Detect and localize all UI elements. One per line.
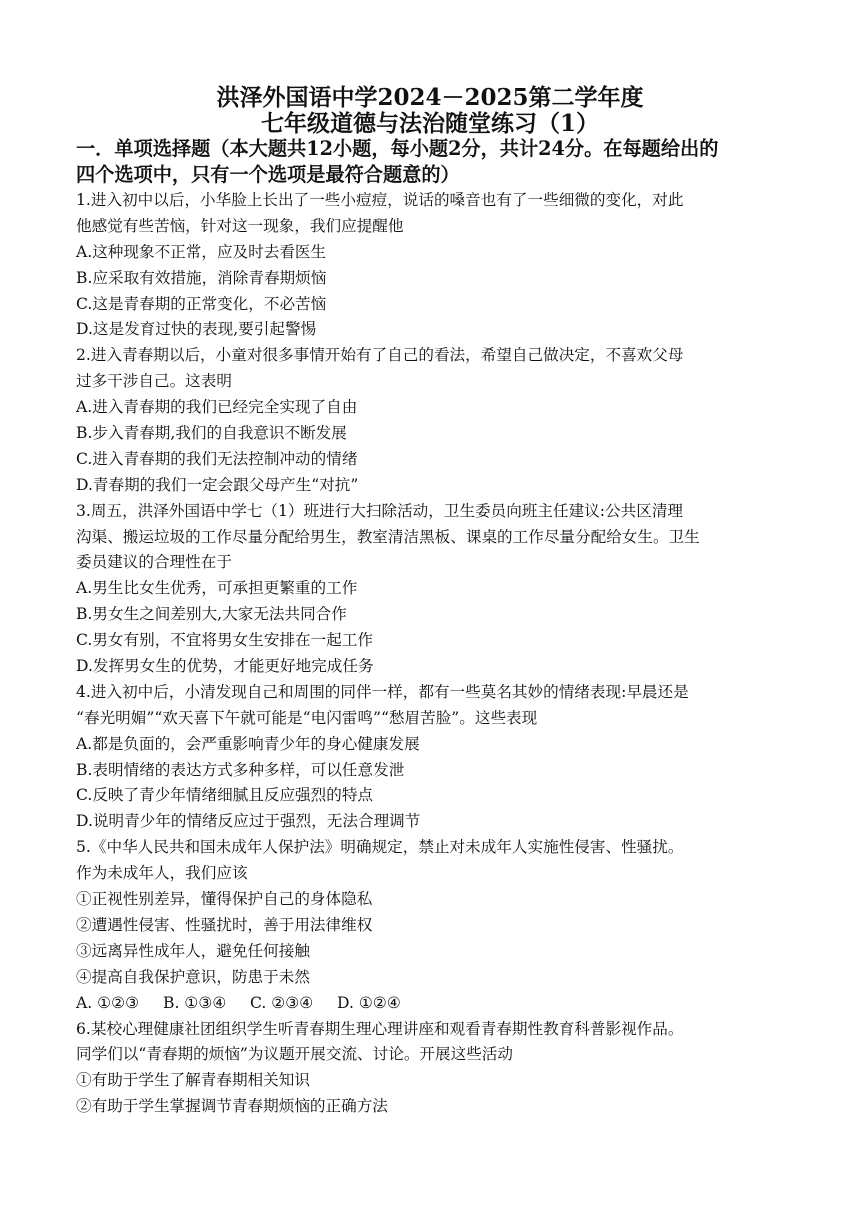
answer-option: C.男女有别，不宜将男女生安排在一起工作 [76,631,374,650]
answer-option: C.反映了青少年情绪细腻且反应强烈的特点 [76,786,374,805]
answer-option: B.步入青春期,我们的自我意识不断发展 [76,424,347,443]
exam-title: 洪泽外国语中学2024－2025第二学年度 [216,84,644,111]
answer-option: A.男生比女生优秀，可承担更繁重的工作 [76,579,358,598]
question-stem: 作为未成年人，我们应该 [76,864,248,883]
question-stem: 6.某校心理健康社团组织学生听青春期生理心理讲座和观看青春期性教育科普影视作品。 [76,1019,684,1038]
answer-option: A.这种现象不正常，应及时去看医生 [76,242,327,261]
choice-row [76,991,788,1017]
question-stem: 同学们以“青春期的烦恼”为议题开展交流、讨论。开展这些活动 [76,1045,513,1064]
question-stem: “春光明媚”“欢天喜下午就可能是“电闪雷鸣”“愁眉苦脸”。这些表现 [76,708,538,727]
choice-option: B. ①③④ [163,993,227,1012]
answer-option: C.进入青春期的我们无法控制冲动的情绪 [76,449,358,468]
answer-option: D.这是发育过快的表现,要引起警惕 [76,320,317,339]
choice-option: A. ①②③ [76,993,140,1012]
answer-option: B.男女生之间差别大,大家无法共同合作 [76,605,347,624]
answer-option: D.发挥男女生的优势，才能更好地完成任务 [76,657,374,676]
question-3 [76,499,788,680]
answer-option: A.都是负面的，会严重影响青少年的身心健康发展 [76,734,420,753]
statement-item: ②遭遇性侵害、性骚扰时，善于用法律维权 [76,915,373,934]
statement-item: ③远离异性成年人，避免任何接触 [76,941,310,960]
question-6 [76,1017,788,1121]
question-stem: 3.周五，洪泽外国语中学七（1）班进行大扫除活动，卫生委员向班主任建议:公共区清理 [76,501,684,520]
question-stem: 沟渠、搬运垃圾的工作尽量分配给男生，教室清洁黑板、课桌的工作尽量分配给女生。卫生 [76,527,700,546]
choice-option: D. ①②④ [337,993,401,1012]
question-1 [76,188,788,343]
question-2 [76,343,788,498]
statement-item: ②有助于学生掌握调节青春期烦恼的正确方法 [76,1097,388,1116]
question-stem: 委员建议的合理性在于 [76,553,232,572]
section-heading-line: 一．单项选择题（本大题共12小题，每小题2分，共计24分。在每题给出的 [76,137,719,160]
question-4 [76,680,788,835]
section-heading-line: 四个选项中，只有一个选项是最符合题意的） [76,163,460,186]
answer-option: B.应采取有效措施，消除青春期烦恼 [76,268,327,287]
answer-option: D.说明青少年的情绪反应过于强烈，无法合理调节 [76,812,421,831]
question-list [76,188,788,1120]
statement-item: ①正视性别差异，懂得保护自己的身体隐私 [76,890,373,909]
question-5 [76,835,788,1016]
answer-option: B.表明情绪的表达方式多种多样，可以任意发泄 [76,760,405,779]
answer-option: D.青春期的我们一定会跟父母产生“对抗” [76,475,359,494]
section-heading [76,136,788,188]
statement-item: ①有助于学生了解青春期相关知识 [76,1071,310,1090]
question-stem: 过多干涉自己。这表明 [76,372,232,391]
exam-subtitle: 七年级道德与法治随堂练习（1） [260,110,599,137]
statement-item: ④提高自我保护意识，防患于未然 [76,967,310,986]
answer-option: A.进入青春期的我们已经完全实现了自由 [76,398,358,417]
question-stem: 4.进入初中后，小清发现自己和周围的同伴一样，都有一些莫名其妙的情绪表现:早晨还是 [76,682,689,701]
question-stem: 2.进入青春期以后，小童对很多事情开始有了自己的看法，希望自己做决定，不喜欢父母 [76,346,684,365]
question-stem: 1.进入初中以后，小华脸上长出了一些小痘痘，说话的嗓音也有了一些细微的变化，对此 [76,191,684,209]
question-stem: 5.《中华人民共和国未成年人保护法》明确规定，禁止对未成年人实施性侵害、性骚扰。 [76,838,684,857]
choice-option: C. ②③④ [250,993,314,1012]
question-stem: 他感觉有些苦恼，针对这一现象，我们应提醒他 [76,216,404,235]
answer-option: C.这是青春期的正常变化，不必苦恼 [76,294,327,313]
